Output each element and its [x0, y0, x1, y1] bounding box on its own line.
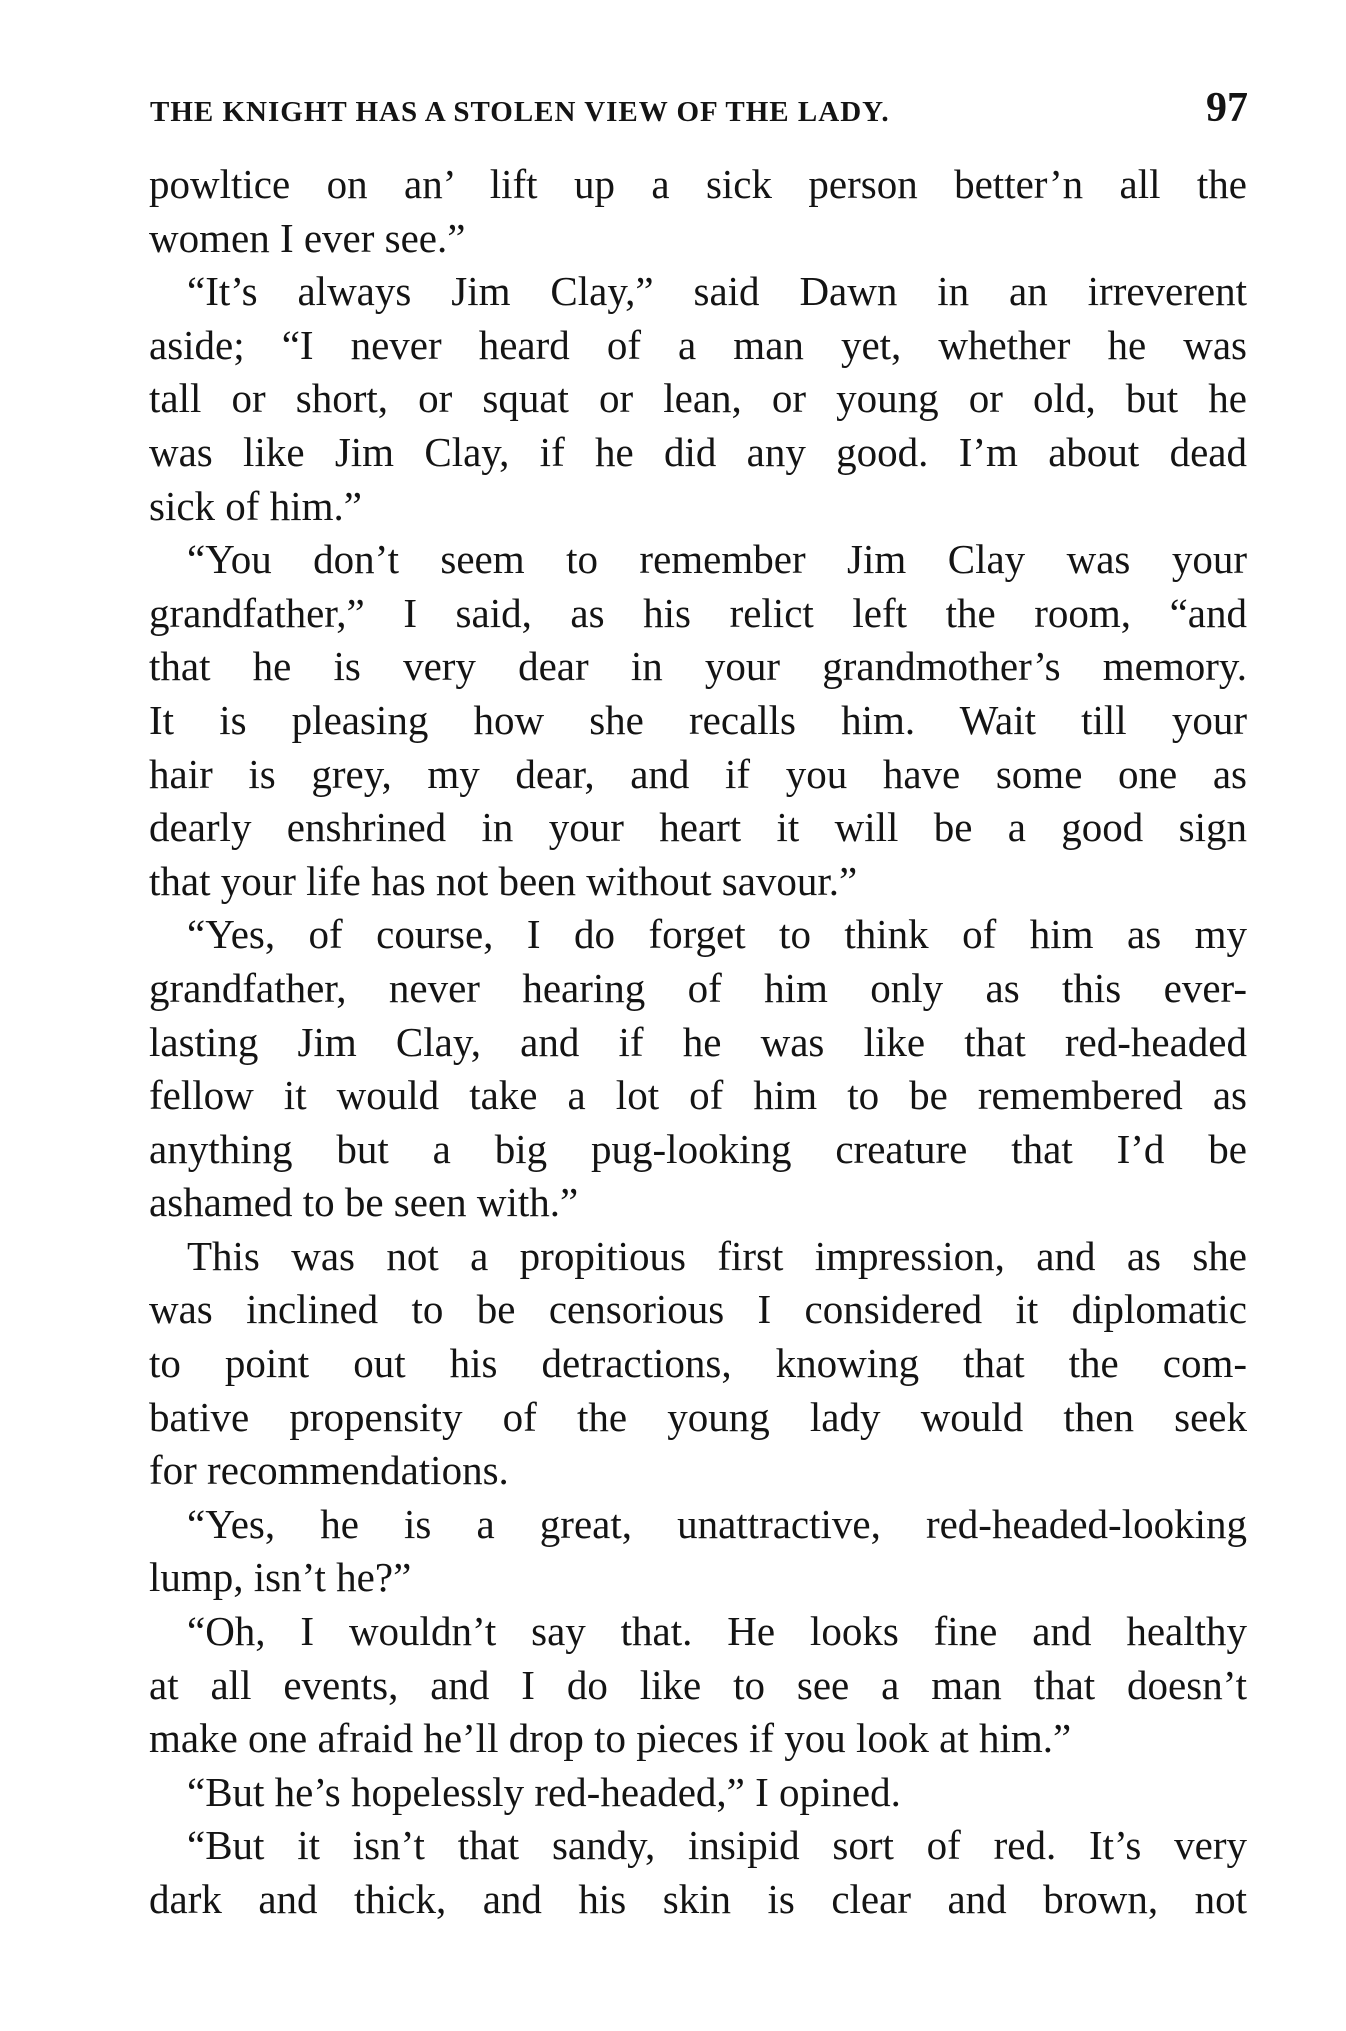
text-line: dearly enshrined in your heart it will be a good sign	[149, 804, 1247, 851]
text-line: to point out his detractions, knowing that the com-	[149, 1340, 1247, 1387]
text-line: It is pleasing how she recalls him. Wait till your	[149, 696, 1247, 743]
text-line: ashamed to be seen with.”	[149, 1179, 579, 1226]
text-line: was inclined to be censorious I considered it diplomatic	[149, 1286, 1247, 1333]
text-line: make one afraid he’ll drop to pieces if you look at him.”	[149, 1715, 1072, 1762]
text-line: grandfather, never hearing of him only as this ever-	[149, 964, 1247, 1011]
text-line: hair is grey, my dear, and if you have some one as	[149, 750, 1247, 797]
text-line: “It’s always Jim Clay,” said Dawn in an irreverent	[187, 268, 1247, 315]
text-line: sick of him.”	[149, 482, 362, 529]
text-line: grandfather,” I said, as his relict left the room, “and	[149, 589, 1247, 636]
text-line: fellow it would take a lot of him to be remembered as	[149, 1072, 1247, 1119]
text-line: “Oh, I wouldn’t say that. He looks fine and healthy	[187, 1608, 1247, 1655]
text-line: “Yes, of course, I do forget to think of him as my	[187, 911, 1247, 958]
text-line: “You don’t seem to remember Jim Clay was your	[187, 536, 1247, 583]
text-line: that your life has not been without savour.”	[149, 857, 858, 904]
running-title: THE KNIGHT HAS A STOLEN VIEW OF THE LADY.	[150, 96, 890, 128]
text-line: for recommendations.	[149, 1447, 509, 1494]
text-line: at all events, and I do like to see a man that doesn’t	[149, 1661, 1247, 1708]
text-line: lasting Jim Clay, and if he was like that red-headed	[149, 1018, 1247, 1065]
text-line: “But he’s hopelessly red-headed,” I opined.	[187, 1768, 901, 1815]
text-line: tall or short, or squat or lean, or young or old, but he	[149, 375, 1247, 422]
page-number: 97	[1206, 85, 1248, 131]
body-text	[149, 158, 1247, 1927]
text-line: lump, isn’t he?”	[149, 1554, 412, 1601]
text-line: bative propensity of the young lady would then seek	[149, 1393, 1247, 1440]
text-line: powltice on an’ lift up a sick person better’n all the	[149, 161, 1247, 207]
text-line: This was not a propitious first impression, and as she	[187, 1232, 1247, 1279]
text-line: was like Jim Clay, if he did any good. I’m about dead	[149, 428, 1247, 475]
text-line: women I ever see.”	[149, 214, 466, 261]
text-line: aside; “I never heard of a man yet, whether he was	[149, 321, 1247, 368]
text-line: that he is very dear in your grandmother’s memory.	[149, 643, 1247, 690]
text-line: “But it isn’t that sandy, insipid sort of red. It’s very	[187, 1822, 1247, 1869]
text-line: “Yes, he is a great, unattractive, red-headed-looking	[187, 1500, 1247, 1547]
running-head	[150, 84, 1248, 132]
text-line: anything but a big pug-looking creature that I’d be	[149, 1125, 1247, 1172]
text-line: dark and thick, and his skin is clear and brown, not	[149, 1876, 1247, 1922]
